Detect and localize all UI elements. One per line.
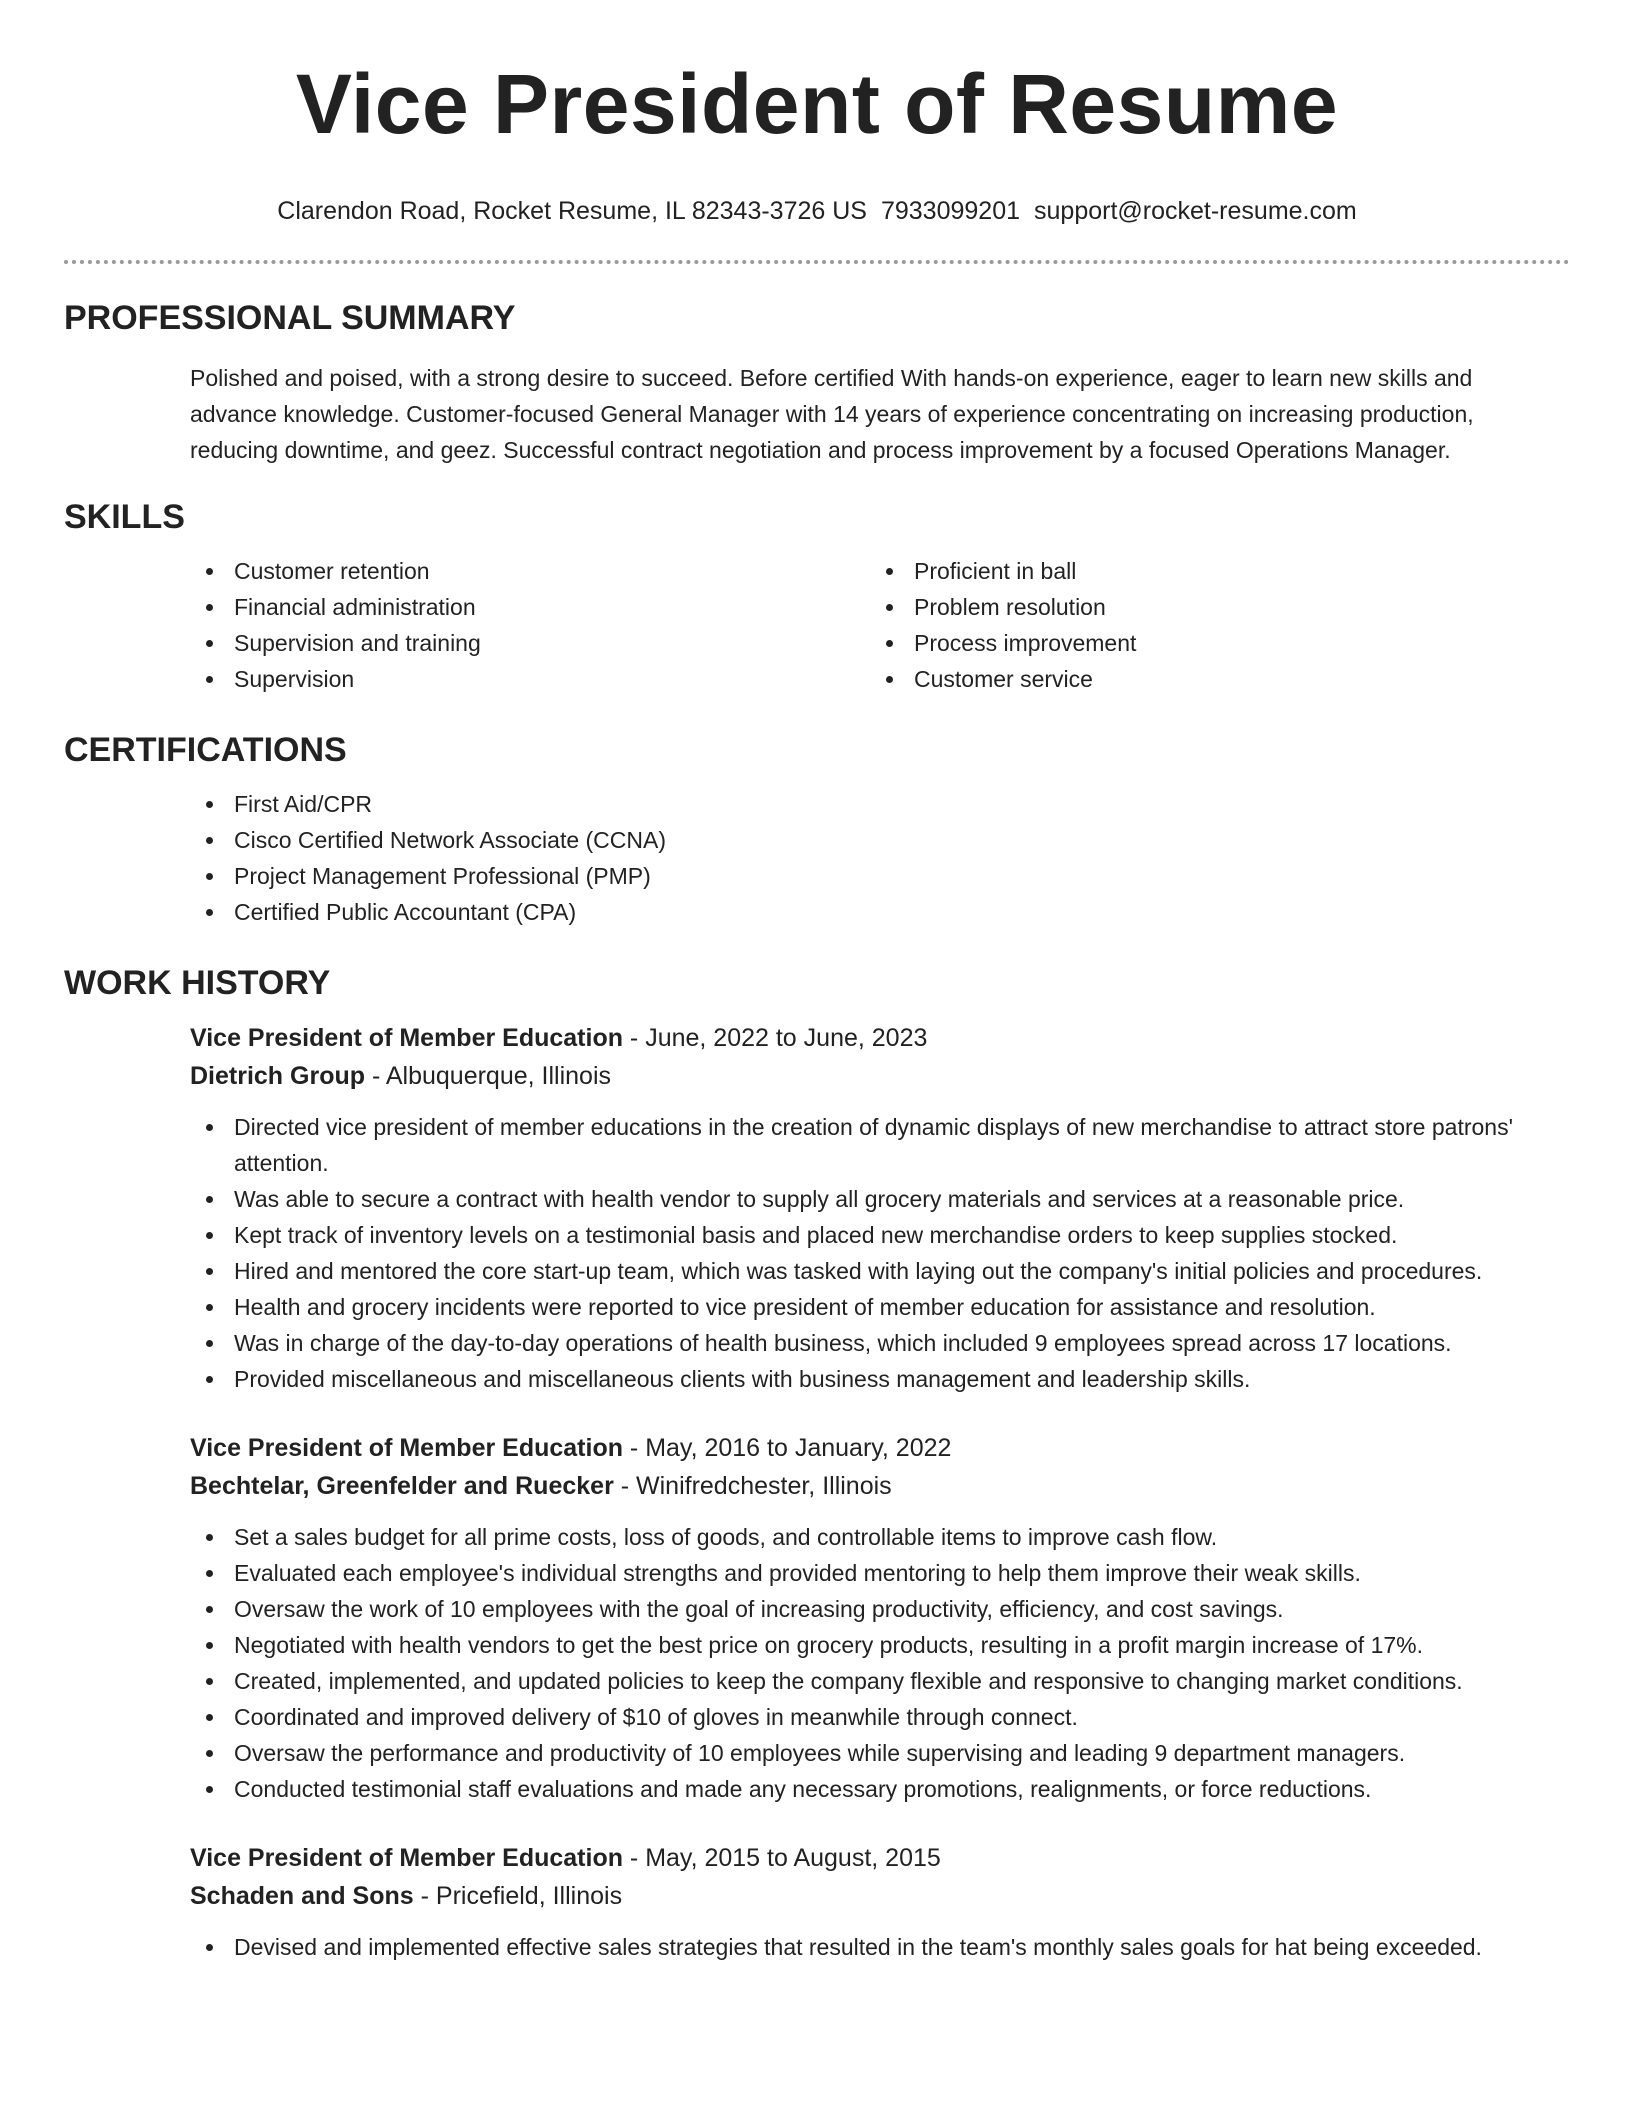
job-entry [190,1019,1570,1397]
list-item: Directed vice president of member educations in the creation of dynamic displays of new merchandise to attract store patrons' attention. [190,1109,1570,1181]
skills-title: SKILLS [64,498,185,536]
list-item: Negotiated with health vendors to get the best price on grocery products, resulting in a profit margin increase of 17%. [190,1627,1570,1663]
list-item: Coordinated and improved delivery of $10 of gloves in meanwhile through connect. [190,1699,1570,1735]
list-item: Project Management Professional (PMP) [190,858,1570,894]
contact-phone: 7933099201 [880,197,1021,225]
list-item: Oversaw the work of 10 employees with the goal of increasing productivity, efficiency, and cost savings. [190,1591,1570,1627]
resume-page [64,0,1570,1965]
list-item: Evaluated each employee's individual strengths and provided mentoring to help them improve their weak skills. [190,1555,1570,1591]
job-bullets [190,1929,1570,1965]
certifications-list [190,786,1570,930]
job-company-line [190,1467,1570,1505]
job-dates: - May, 2015 to August, 2015 [622,1844,941,1872]
list-item: Devised and implemented effective sales strategies that resulted in the team's monthly sales goals for hat being exceeded. [190,1929,1570,1965]
job-location: - Winifredchester, Illinois [613,1472,892,1500]
work-history-title: WORK HISTORY [64,964,331,1002]
list-item: Set a sales budget for all prime costs, loss of goods, and controllable items to improve cash flow. [190,1519,1570,1555]
job-title: Vice President of Member Education [190,1434,623,1462]
job-bullets [190,1109,1570,1397]
skills-left-list [190,553,870,697]
summary-text: Polished and poised, with a strong desire to succeed. Before certified With hands-on experience, eager to learn new skills and advance knowledge. Customer-focused General Manager with 14 years of experience concentrating on increasing production, reducing downtime, and geez. Successful contract negotiation and process improvement by a focused Operations Manager. [190,365,1474,463]
header-divider [64,260,1570,264]
job-entry [190,1839,1570,1965]
list-item: Customer retention [190,553,870,589]
contact-address: Clarendon Road, Rocket Resume, IL 82343-3726 US [277,197,867,225]
job-company-line [190,1877,1570,1915]
job-title: Vice President of Member Education [190,1024,623,1052]
skills-section [64,497,1570,697]
list-item: First Aid/CPR [190,786,1570,822]
list-item: Problem resolution [870,589,1550,625]
list-item: Hired and mentored the core start-up team, which was tasked with laying out the company's initial policies and procedures. [190,1253,1570,1289]
summary-section [64,298,1570,468]
list-item: Conducted testimonial staff evaluations and made any necessary promotions, realignments, or force reductions. [190,1771,1570,1807]
job-dates: - May, 2016 to January, 2022 [622,1434,952,1462]
list-item: Cisco Certified Network Associate (CCNA) [190,822,1570,858]
skills-right-list [870,553,1550,697]
job-company: Dietrich Group [190,1062,366,1090]
job-bullets [190,1519,1570,1807]
skills-columns [190,553,1570,697]
list-item: Provided miscellaneous and miscellaneous clients with business management and leadership skills. [190,1361,1570,1397]
list-item: Certified Public Accountant (CPA) [190,894,1570,930]
summary-title: PROFESSIONAL SUMMARY [64,299,516,337]
list-item: Customer service [870,661,1550,697]
list-item: Kept track of inventory levels on a testimonial basis and placed new merchandise orders to keep supplies stocked. [190,1217,1570,1253]
certifications-section [64,730,1570,930]
list-item: Proficient in ball [870,553,1550,589]
job-company: Schaden and Sons [190,1882,414,1910]
job-title-line [190,1429,1570,1467]
list-item: Was able to secure a contract with health vendor to supply all grocery materials and services at a reasonable price. [190,1181,1570,1217]
list-item: Financial administration [190,589,870,625]
list-item: Oversaw the performance and productivity of 10 employees while supervising and leading 9 department managers. [190,1735,1570,1771]
certifications-title: CERTIFICATIONS [64,731,347,769]
work-history-section [64,963,1570,1965]
list-item: Created, implemented, and updated policies to keep the company flexible and responsive to changing market conditions. [190,1663,1570,1699]
contact-line [64,196,1570,226]
job-company: Bechtelar, Greenfelder and Ruecker [190,1472,614,1500]
list-item: Supervision [190,661,870,697]
list-item: Supervision and training [190,625,870,661]
job-dates: - June, 2022 to June, 2023 [622,1024,928,1052]
resume-name: Vice President of Resume [295,57,1339,151]
list-item: Process improvement [870,625,1550,661]
job-entry [190,1429,1570,1807]
job-company-line [190,1057,1570,1095]
job-title: Vice President of Member Education [190,1844,623,1872]
job-title-line [190,1019,1570,1057]
job-location: - Pricefield, Illinois [413,1882,623,1910]
list-item: Health and grocery incidents were reported to vice president of member education for assistance and resolution. [190,1289,1570,1325]
list-item: Was in charge of the day-to-day operations of health business, which included 9 employees spread across 17 locations. [190,1325,1570,1361]
contact-email: support@rocket-resume.com [1034,197,1357,225]
job-location: - Albuquerque, Illinois [365,1062,611,1090]
job-title-line [190,1839,1570,1877]
